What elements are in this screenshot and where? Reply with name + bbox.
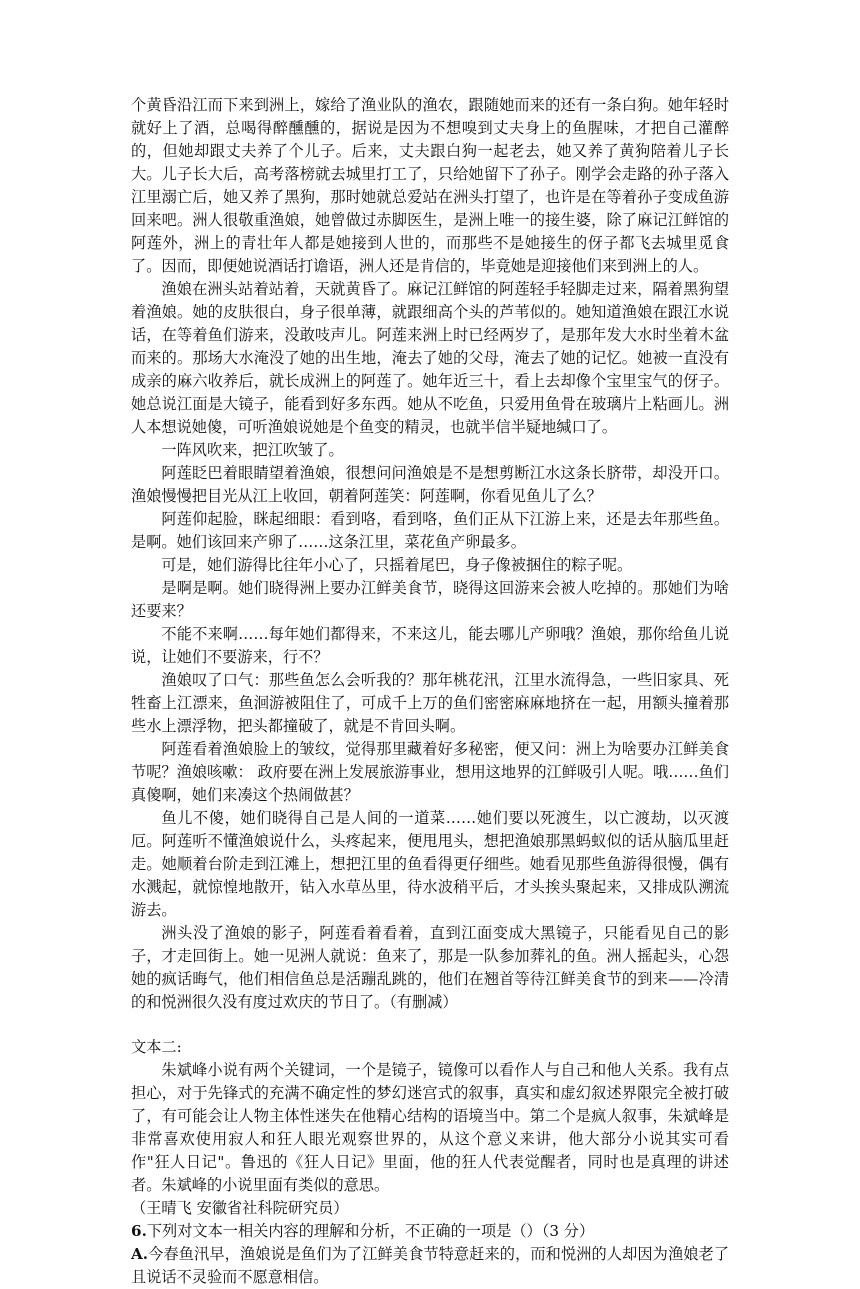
option-a-text: 今春鱼汛早，渔娘说是鱼们为了江鲜美食节特意赶来的，而和悦洲的人却因为渔娘老了且说话不灵验而不愿意相信。: [131, 1245, 729, 1286]
text-one-paragraph: 可是，她们游得比往年小心了，只摇着尾巴，身子像被捆住的粽子呢。: [161, 556, 633, 574]
text-one-body: [131, 94, 729, 1014]
section-gap: [131, 1014, 729, 1036]
text-one-paragraph: 阿莲仰起脸，眯起细眼：看到咯，看到咯，鱼们正从下江游上来，还是去年那些鱼。是啊。她们该回来产卵了……这条江里，菜花鱼产卵最多。: [131, 510, 729, 551]
text-one-paragraph: 洲头没了渔娘的影子，阿莲看着看着，直到江面变成大黑镜子，只能看见自己的影子，才走回街上。她一见洲人就说：鱼来了，那是一队参加葬礼的鱼。洲人摇起头，心怨她的疯话晦气，他们相信鱼总是活蹦乱跳的，他们在翘首等待江鲜美食节的到来——冷清的和悦洲很久没有度过欢庆的节日了。（有删减）: [131, 924, 729, 1011]
text-one-paragraph: 一阵风吹来，把江吹皱了。: [161, 441, 344, 459]
document-page: [131, 94, 729, 1289]
text-one-paragraph: 不能不来啊……每年她们都得来，不来这儿，能去哪儿产卵哦？渔娘，那你给鱼儿说说，让她们不要游来，行不？: [131, 625, 729, 666]
text-one-paragraph: 渔娘叹了口气：那些鱼怎么会听我的？那年桃花汛，江里水流得急，一些旧家具、死牲畜上江漂来，鱼洄游被阻住了，可成千上万的鱼们密密麻麻地挤在一起，用额头撞着那些水上漂浮物，把头都撞破了，就是不肯回头啊。: [131, 671, 729, 735]
text-two-heading: 文本二:: [131, 1038, 182, 1056]
text-one-paragraph: 个黄昏沿江而下来到洲上，嫁给了渔业队的渔农，跟随她而来的还有一条白狗。她年轻时就好上了酒，总喝得醉醺醺的，据说是因为不想嗅到丈夫身上的鱼腥味，才把自己灌醉的，但她却跟丈夫养了个儿子。后来，丈夫跟白狗一起老去，她又养了黄狗陪着儿子长大。儿子长大后，高考落榜就去城里打工了，只给她留下了孙子。刚学会走路的孙子落入江里溺亡后，她又养了黑狗，那时她就总爱站在洲头打望了，也许是在等着孙子变成鱼游回来吧。洲人很敬重渔娘，她曾做过赤脚医生，是洲上唯一的接生婆，除了麻记江鲜馆的阿莲外，洲上的青壮年人都是她接到人世的，而那些不是她接生的伢子都飞去城里觅食了。因而，即便她说酒话打谵语，洲人还是肯信的，毕竟她是迎接他们来到洲上的人。: [131, 96, 729, 275]
text-one-paragraph: 鱼儿不傻，她们晓得自己是人间的一道菜……她们要以死渡生，以亡渡劫，以灭渡厄。阿莲听不懂渔娘说什么，头疼起来，便甩甩头，想把渔娘那黑蚂蚁似的话从脑瓜里赶走。她顺着台阶走到江滩上，想把江里的鱼看得更仔细些。她看见那些鱼游得很慢，偶有水溅起，就惊惶地散开，钻入水草丛里，待水波稍平后，才头挨头聚起来，又排成队溯流游去。: [131, 809, 729, 919]
text-one-paragraph: 阿莲眨巴着眼睛望着渔娘，很想问问渔娘是不是想剪断江水这条长脐带，却没开口。渔娘慢慢把目光从江上收回，朝着阿莲笑：阿莲啊，你看见鱼儿了么？: [131, 464, 729, 505]
text-one-paragraph: 是啊是啊。她们晓得洲上要办江鲜美食节，晓得这回游来会被人吃掉的。那她们为啥还要来？: [131, 579, 729, 620]
question-option-a: [131, 1243, 729, 1289]
text-one-paragraph: 渔娘在洲头站着站着，天就黄昏了。麻记江鲜馆的阿莲轻手轻脚走过来，隔着黑狗望着渔娘。她的皮肤很白，身子很单薄，就跟细高个头的芦苇似的。她知道渔娘在跟江水说话，在等着鱼们游来，没敢吱声儿。阿莲来洲上时已经两岁了，是那年发大水时坐着木盆而来的。那场大水淹没了她的出生地，淹去了她的父母，淹去了她的记忆。她被一直没有成亲的麻六收养后，就长成洲上的阿莲了。她年近三十，看上去却像个宝里宝气的伢子。她总说江面是大镜子，能看到好多东西。她从不吃鱼，只爱用鱼骨在玻璃片上粘画儿。洲人本想说她傻，可听渔娘说她是个鱼变的精灵，也就半信半疑地缄口了。: [131, 280, 729, 436]
question-number: 6.: [131, 1222, 147, 1240]
option-a-label: A.: [131, 1245, 149, 1263]
question-stem: 下列对文本一相关内容的理解和分析，不正确的一项是（）（3 分）: [146, 1222, 595, 1240]
text-two-source: （王晴飞 安徽省社科院研究员）: [131, 1199, 349, 1217]
question-6: [131, 1220, 729, 1243]
text-two-paragraph: 朱斌峰小说有两个关键词，一个是镜子，镜像可以看作人与自己和他人关系。我有点担心，对于先锋式的充满不确定性的梦幻迷宫式的叙事，真实和虚幻叙述界限完全被打破了，有可能会让人物主体性迷失在他精心结构的语境当中。第二个是疯人叙事，朱斌峰是非常喜欢使用寂人和狂人眼光观察世界的，从这个意义来讲，他大部分小说其实可看作"狂人日记"。鲁迅的《狂人日记》里面，他的狂人代表觉醒者，同时也是真理的讲述者。朱斌峰的小说里面有类似的意思。: [131, 1061, 729, 1194]
text-one-paragraph: 阿莲看着渔娘脸上的皱纹，觉得那里藏着好多秘密，便又问：洲上为啥要办江鲜美食节呢？渔娘咳嗽： 政府要在洲上发展旅游事业，想用这地界的江鲜吸引人呢。哦……鱼们真傻啊，她们来凑这个热闹做甚？: [131, 740, 729, 804]
